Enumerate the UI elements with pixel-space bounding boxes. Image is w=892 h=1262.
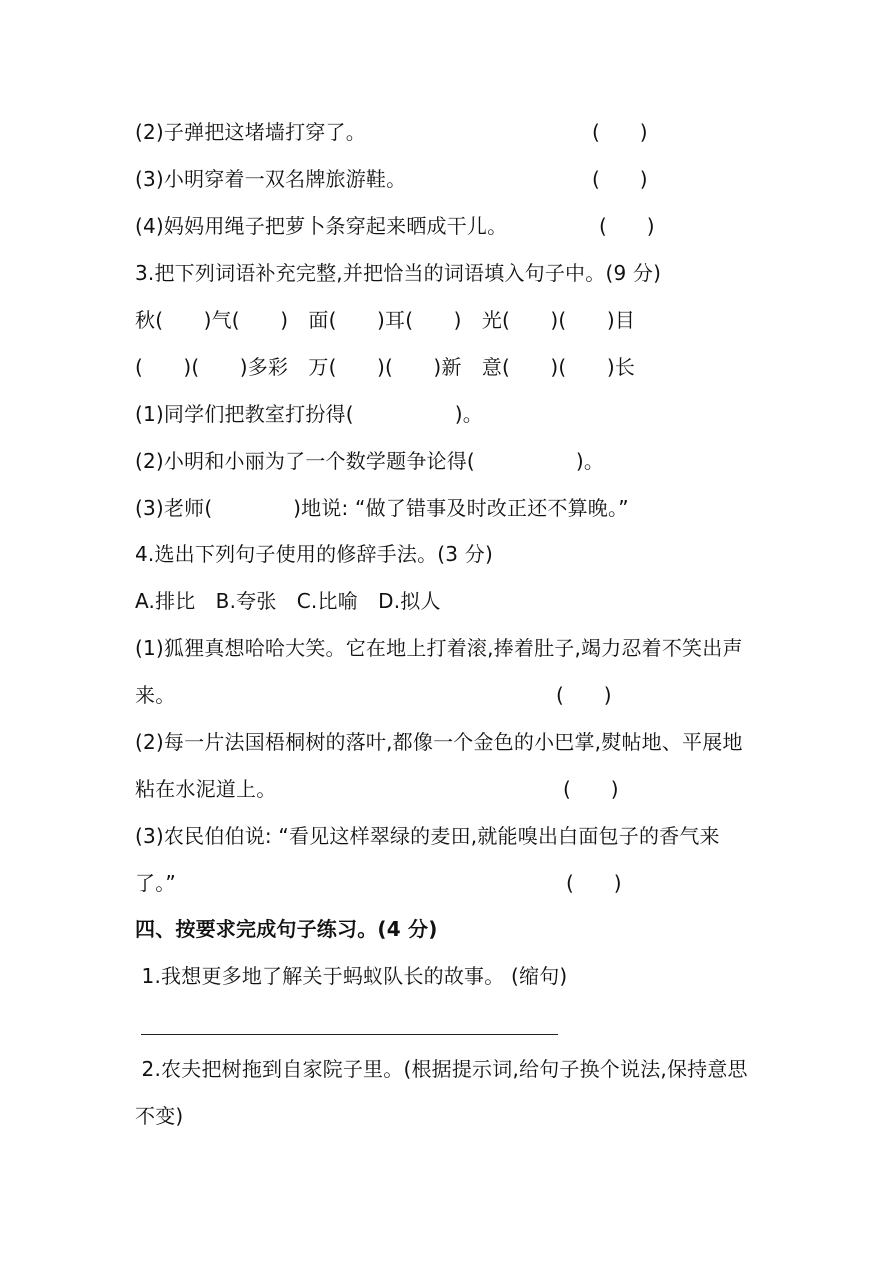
word-fill-row: ( )( )多彩 万( )( )新 意( )( )长 (135, 355, 636, 379)
word-fill-row: 秋( )气( ) 面( )耳( ) 光( )( )目 (135, 308, 636, 332)
question-line: 不变) (135, 1104, 184, 1128)
question-line: (2)每一片法国梧桐树的落叶,都像一个金色的小巴掌,熨帖地、平展地 (135, 730, 743, 754)
question-line: (1)狐狸真想哈哈大笑。它在地上打着滚,捧着肚子,竭力忍着不笑出声 (135, 636, 743, 660)
answer-parentheses: ( ) (566, 871, 622, 895)
answer-parentheses: ( ) (563, 777, 619, 801)
answer-parentheses: ( ) (556, 683, 612, 707)
question-heading: 4.选出下列句子使用的修辞手法。(3 分) (135, 542, 493, 566)
question-line: (3)农民伯伯说: “看见这样翠绿的麦田,就能嗅出白面包子的香气来 (135, 824, 720, 848)
answer-parentheses: ( ) (592, 167, 648, 191)
question-line: (3)小明穿着一双名牌旅游鞋。 (135, 167, 407, 191)
answer-parentheses: ( ) (592, 120, 648, 144)
rhetoric-options: A.排比 B.夸张 C.比喻 D.拟人 (135, 589, 441, 613)
question-line: 2.农夫把树拖到自家院子里。(根据提示词,给句子换个说法,保持意思 (135, 1057, 748, 1081)
question-heading: 3.把下列词语补充完整,并把恰当的词语填入句子中。(9 分) (135, 261, 662, 285)
question-line: (4)妈妈用绳子把萝卜条穿起来晒成干儿。 (135, 214, 508, 238)
sentence-fill: (2)小明和小丽为了一个数学题争论得( )。 (135, 449, 605, 473)
question-line: 来。 (135, 683, 176, 707)
section-heading: 四、按要求完成句子练习。(4 分) (135, 917, 438, 941)
answer-line (141, 1034, 558, 1035)
question-line: 了。” (135, 871, 176, 895)
answer-parentheses: ( ) (599, 214, 655, 238)
question-line: (2)子弹把这堵墙打穿了。 (135, 120, 366, 144)
question-line: 粘在水泥道上。 (135, 777, 277, 801)
question-line: 1.我想更多地了解关于蚂蚁队长的故事。 (缩句) (135, 964, 568, 988)
sentence-fill: (1)同学们把教室打扮得( )。 (135, 402, 483, 426)
sentence-fill: (3)老师( )地说: “做了错事及时改正还不算晚。” (135, 496, 629, 520)
